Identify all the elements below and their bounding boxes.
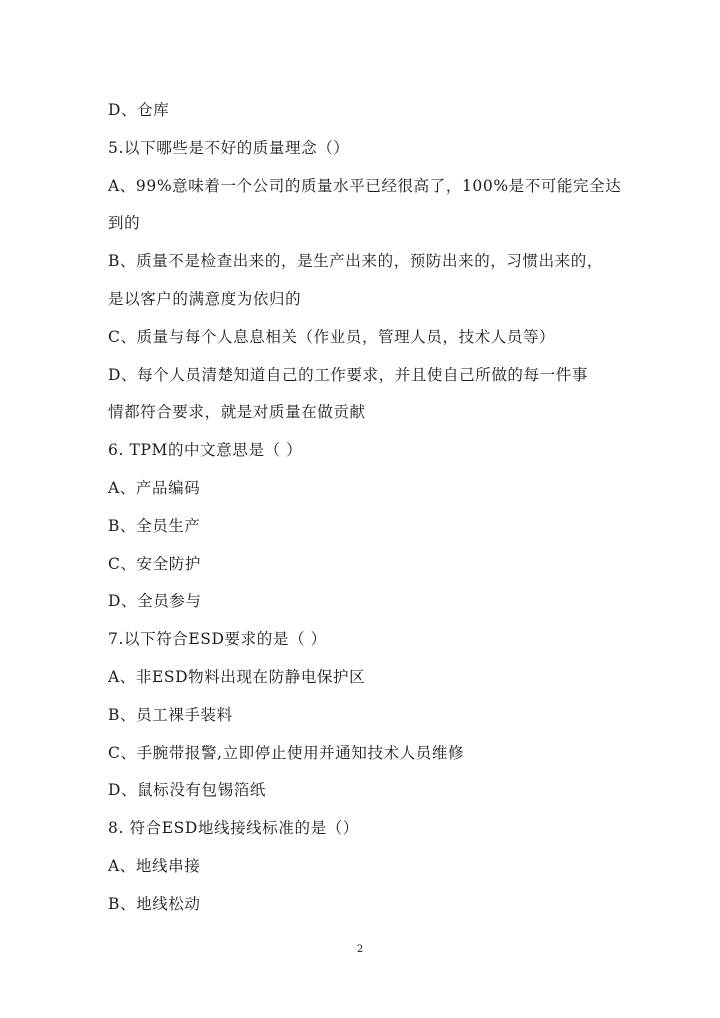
q7-option-c: C、手腕带报警,立即停止使用并通知技术人员维修: [108, 743, 465, 762]
q6-option-d: D、全员参与: [108, 592, 202, 611]
q5-option-d-cont: 情都符合要求，就是对质量在做贡献: [108, 403, 366, 422]
q5-option-a: A、99%意味着一个公司的质量水平已经很高了，100%是不可能完全达: [108, 176, 622, 195]
q8-option-b: B、地线松动: [108, 894, 201, 913]
option-d-warehouse: D、仓库: [108, 101, 170, 119]
question-8: 8. 符合ESD地线接线标准的是（）: [108, 819, 359, 838]
question-5: 5.以下哪些是不好的质量理念（）: [108, 138, 350, 157]
page-number: 2: [356, 944, 364, 955]
q7-option-b: B、员工裸手装料: [108, 705, 233, 724]
q5-option-b: B、质量不是检查出来的，是生产出来的，预防出来的，习惯出来的，: [108, 252, 603, 271]
q5-option-b-cont: 是以客户的满意度为依归的: [108, 289, 302, 308]
q5-option-a-cont: 到的: [108, 214, 141, 233]
q6-option-c: C、安全防护: [108, 554, 201, 573]
q6-option-b: B、全员生产: [108, 516, 201, 535]
q7-option-d: D、鼠标没有包锡箔纸: [108, 781, 266, 800]
q5-option-c: C、质量与每个人息息相关（作业员，管理人员，技术人员等）: [108, 327, 556, 346]
q5-option-d: D、每个人员清楚知道自己的工作要求，并且使自己所做的每一件事: [108, 365, 588, 384]
page-content: [108, 92, 628, 924]
q7-option-a: A、非ESD物料出现在防静电保护区: [108, 667, 366, 686]
q6-option-a: A、产品编码: [108, 478, 201, 497]
question-6: 6. TPM的中文意思是（ ）: [108, 441, 303, 460]
q8-option-a: A、地线串接: [108, 856, 201, 875]
question-7: 7.以下符合ESD要求的是（ ）: [108, 630, 327, 649]
